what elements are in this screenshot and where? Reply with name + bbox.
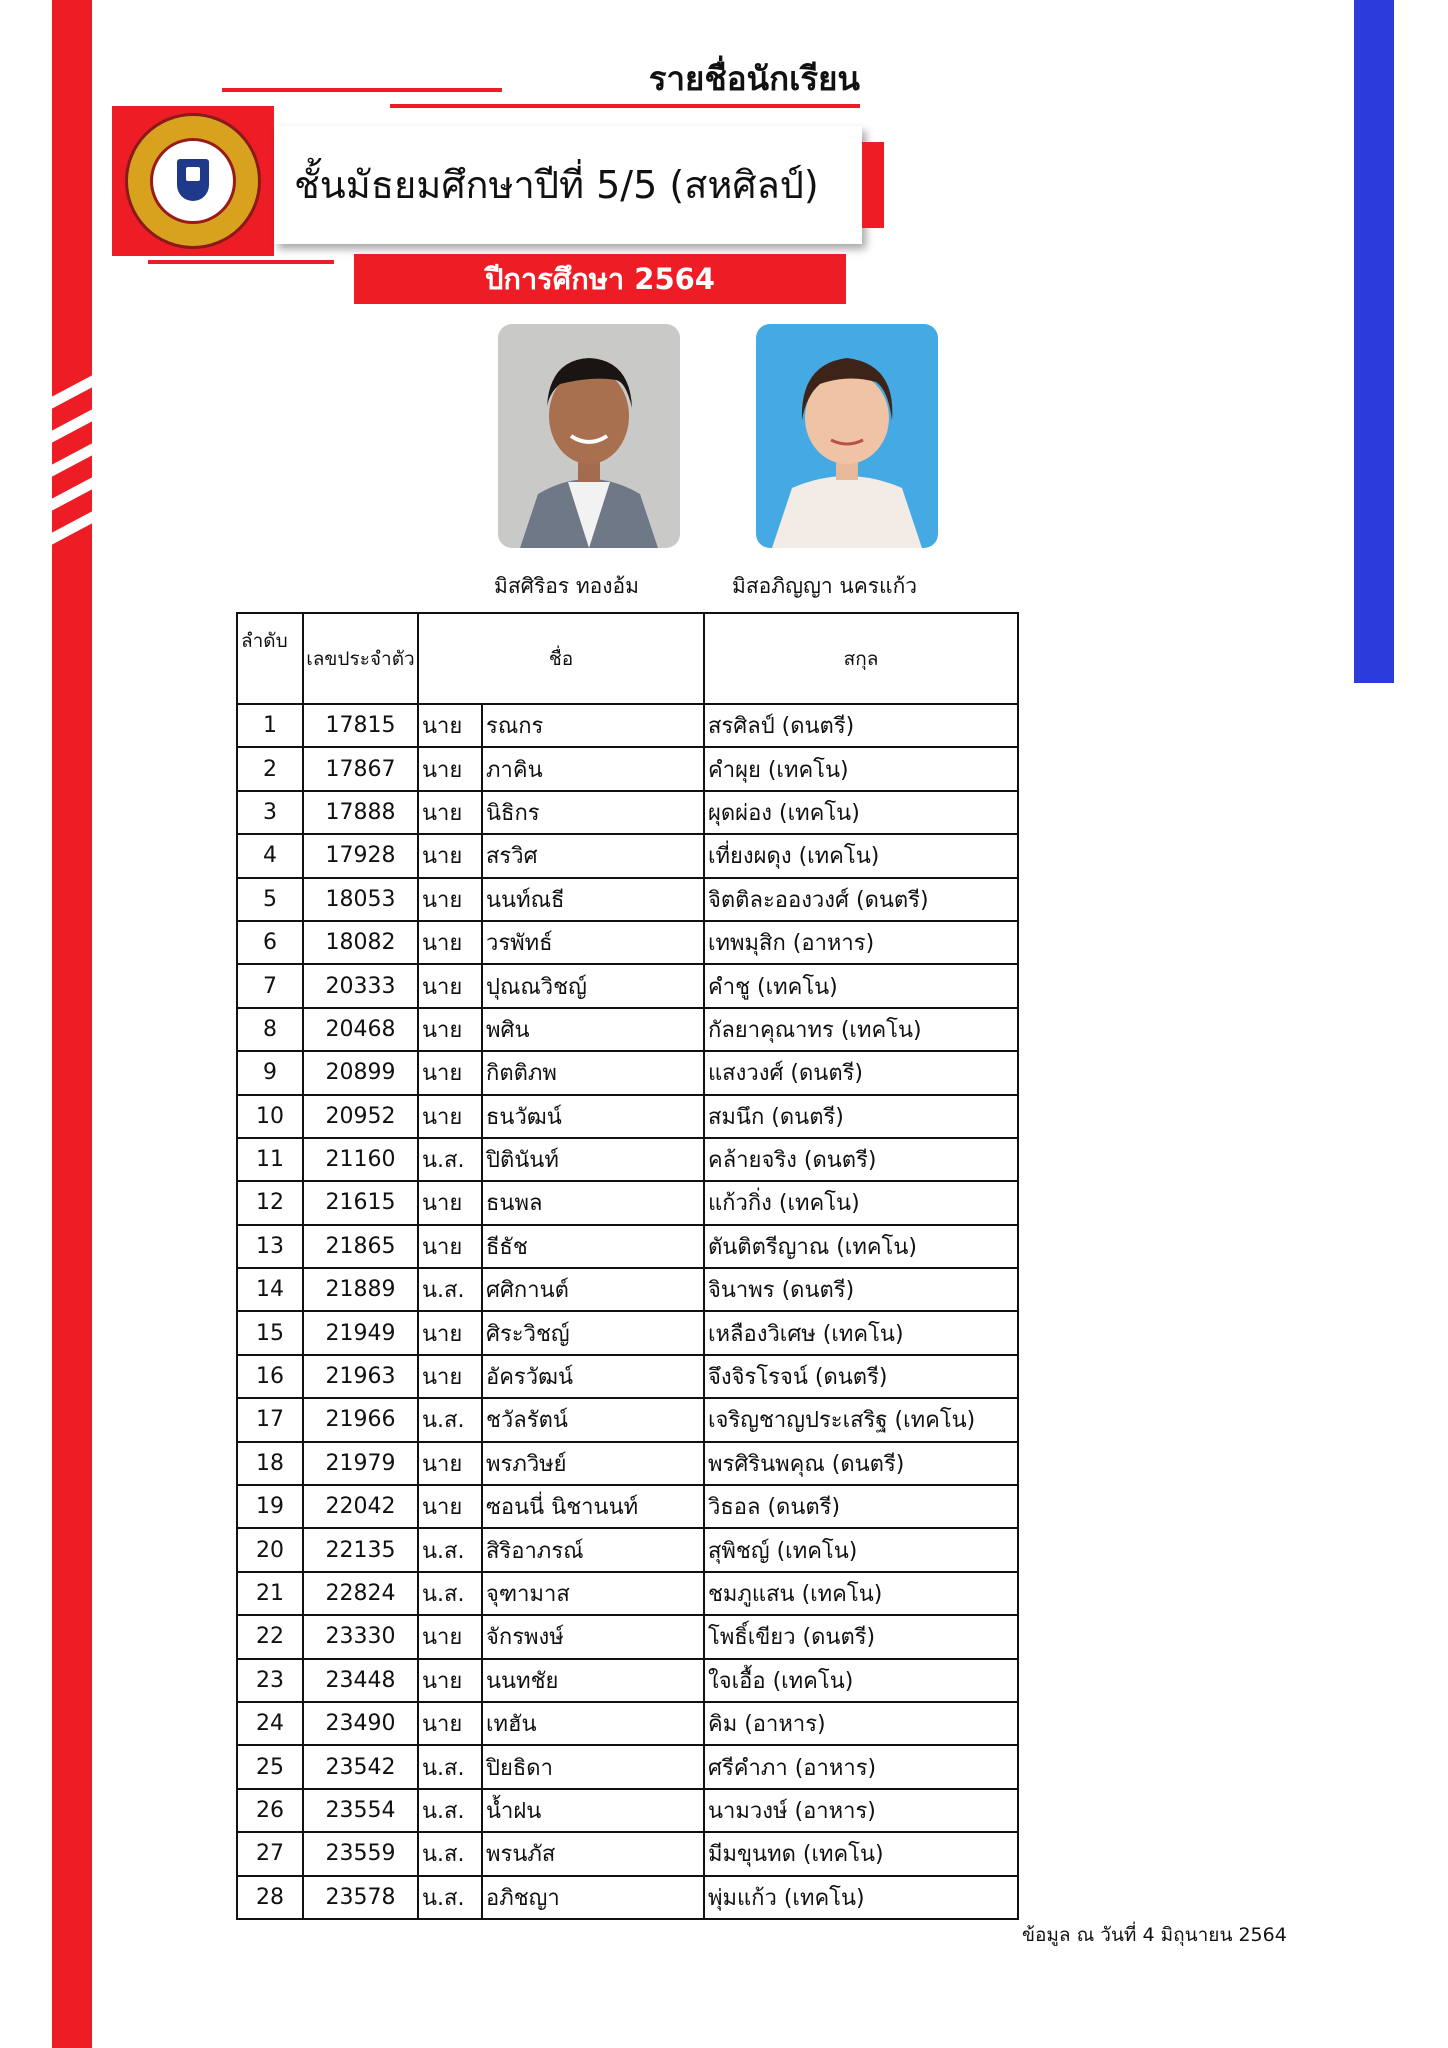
cell-no: 27: [237, 1832, 303, 1875]
cell-no: 7: [237, 964, 303, 1007]
cell-last-name: ผุดผ่อง (เทคโน): [704, 791, 1018, 834]
table-row: [237, 1268, 1018, 1311]
table-row: [237, 1789, 1018, 1832]
cell-first-name: รณกร: [482, 704, 704, 747]
cell-title: น.ส.: [418, 1268, 482, 1311]
cell-title: น.ส.: [418, 1138, 482, 1181]
cell-student-id: 22135: [303, 1528, 418, 1571]
cell-student-id: 22824: [303, 1572, 418, 1615]
cell-no: 20: [237, 1528, 303, 1571]
cell-title: น.ส.: [418, 1745, 482, 1788]
cell-last-name: พุ่มแก้ว (เทคโน): [704, 1876, 1018, 1919]
cell-student-id: 23490: [303, 1702, 418, 1745]
table-row: [237, 921, 1018, 964]
table-row: [237, 964, 1018, 1007]
deco-line: [390, 104, 860, 108]
table-row: [237, 1398, 1018, 1441]
cell-student-id: 21160: [303, 1138, 418, 1181]
cell-title: น.ส.: [418, 1572, 482, 1615]
school-seal-icon: [125, 113, 261, 249]
cell-first-name: ภาคิน: [482, 747, 704, 790]
cell-last-name: ตันติตรีญาณ (เทคโน): [704, 1225, 1018, 1268]
cell-student-id: 20952: [303, 1095, 418, 1138]
table-row: [237, 1572, 1018, 1615]
cell-student-id: 20899: [303, 1051, 418, 1094]
class-name-card: [274, 126, 862, 244]
table-row: [237, 1442, 1018, 1485]
deco-line: [148, 260, 334, 264]
deco-line: [222, 88, 502, 92]
cell-first-name: กิตติภพ: [482, 1051, 704, 1094]
table-row: [237, 1138, 1018, 1181]
cell-no: 14: [237, 1268, 303, 1311]
cell-last-name: มีมขุนทด (เทคโน): [704, 1832, 1018, 1875]
cell-student-id: 17815: [303, 704, 418, 747]
table-row: [237, 1659, 1018, 1702]
table-row: [237, 1876, 1018, 1919]
cell-student-id: 23559: [303, 1832, 418, 1875]
cell-first-name: พศิน: [482, 1008, 704, 1051]
table-row: [237, 1355, 1018, 1398]
cell-first-name: ธนวัฒน์: [482, 1095, 704, 1138]
cell-student-id: 17867: [303, 747, 418, 790]
cell-no: 23: [237, 1659, 303, 1702]
cell-student-id: 21963: [303, 1355, 418, 1398]
cell-title: นาย: [418, 878, 482, 921]
table-row: [237, 1095, 1018, 1138]
cell-first-name: จุฑามาส: [482, 1572, 704, 1615]
cell-student-id: 23542: [303, 1745, 418, 1788]
cell-last-name: ศรีคำภา (อาหาร): [704, 1745, 1018, 1788]
table-row: [237, 878, 1018, 921]
cell-title: นาย: [418, 1355, 482, 1398]
cell-no: 26: [237, 1789, 303, 1832]
cell-no: 18: [237, 1442, 303, 1485]
academic-year-banner: ปีการศึกษา 2564: [354, 254, 846, 304]
teacher-photo-2: [756, 324, 938, 548]
cell-no: 15: [237, 1311, 303, 1354]
cell-last-name: สมนึก (ดนตรี): [704, 1095, 1018, 1138]
header-name: ชื่อ: [418, 613, 704, 704]
cell-title: นาย: [418, 964, 482, 1007]
cell-title: นาย: [418, 1659, 482, 1702]
cell-student-id: 21865: [303, 1225, 418, 1268]
cell-student-id: 21979: [303, 1442, 418, 1485]
cell-last-name: คล้ายจริง (ดนตรี): [704, 1138, 1018, 1181]
cell-no: 8: [237, 1008, 303, 1051]
cell-last-name: คิม (อาหาร): [704, 1702, 1018, 1745]
cell-student-id: 20468: [303, 1008, 418, 1051]
page-title: รายชื่อนักเรียน: [648, 59, 860, 98]
table-body: [237, 704, 1018, 1919]
cell-no: 2: [237, 747, 303, 790]
cell-last-name: เจริญชาญประเสริฐ (เทคโน): [704, 1398, 1018, 1441]
cell-no: 28: [237, 1876, 303, 1919]
cell-last-name: กัลยาคุณาทร (เทคโน): [704, 1008, 1018, 1051]
cell-last-name: โพธิ์เขียว (ดนตรี): [704, 1615, 1018, 1658]
table-row: [237, 1615, 1018, 1658]
cell-title: น.ส.: [418, 1832, 482, 1875]
cell-last-name: สุพิชญ์ (เทคโน): [704, 1528, 1018, 1571]
cell-last-name: จิตติละอองวงศ์ (ดนตรี): [704, 878, 1018, 921]
cell-student-id: 18053: [303, 878, 418, 921]
cell-first-name: สิริอาภรณ์: [482, 1528, 704, 1571]
cell-title: นาย: [418, 921, 482, 964]
cell-student-id: 17888: [303, 791, 418, 834]
cell-no: 16: [237, 1355, 303, 1398]
cell-first-name: เทฮัน: [482, 1702, 704, 1745]
cell-last-name: พรศิรินพคุณ (ดนตรี): [704, 1442, 1018, 1485]
teacher-name-2: มิสอภิญญา นครแก้ว: [732, 574, 918, 598]
table-header-row: [237, 613, 1018, 704]
cell-student-id: 23330: [303, 1615, 418, 1658]
cell-first-name: ธีธัช: [482, 1225, 704, 1268]
cell-title: นาย: [418, 834, 482, 877]
right-blue-bar: [1354, 0, 1394, 683]
cell-first-name: ชวัลรัตน์: [482, 1398, 704, 1441]
header-no: ลำดับ: [237, 613, 303, 704]
cell-student-id: 21615: [303, 1181, 418, 1224]
cell-last-name: เที่ยงผดุง (เทคโน): [704, 834, 1018, 877]
cell-last-name: จินาพร (ดนตรี): [704, 1268, 1018, 1311]
cell-last-name: นามวงษ์ (อาหาร): [704, 1789, 1018, 1832]
cell-title: นาย: [418, 747, 482, 790]
cell-title: นาย: [418, 1311, 482, 1354]
cell-first-name: จักรพงษ์: [482, 1615, 704, 1658]
cell-student-id: 17928: [303, 834, 418, 877]
table-row: [237, 704, 1018, 747]
table-row: [237, 1702, 1018, 1745]
cell-no: 17: [237, 1398, 303, 1441]
header-surname: สกุล: [704, 613, 1018, 704]
left-red-bar: [52, 0, 92, 2048]
cell-title: นาย: [418, 1095, 482, 1138]
cell-first-name: ปุณณวิชญ์: [482, 964, 704, 1007]
data-date-note: ข้อมูล ณ วันที่ 4 มิถุนายน 2564: [1022, 1924, 1287, 1946]
cell-title: นาย: [418, 704, 482, 747]
cell-last-name: จึงจิรโรจน์ (ดนตรี): [704, 1355, 1018, 1398]
cell-last-name: แก้วกิ่ง (เทคโน): [704, 1181, 1018, 1224]
cell-last-name: ใจเอื้อ (เทคโน): [704, 1659, 1018, 1702]
cell-first-name: ธนพล: [482, 1181, 704, 1224]
table-row: [237, 1225, 1018, 1268]
teacher-photo-1: [498, 324, 680, 548]
cell-first-name: นิธิกร: [482, 791, 704, 834]
seal-shield-icon: [177, 159, 209, 201]
table-row: [237, 791, 1018, 834]
cell-student-id: 23554: [303, 1789, 418, 1832]
cell-title: น.ส.: [418, 1876, 482, 1919]
cell-title: น.ส.: [418, 1528, 482, 1571]
cell-student-id: 21949: [303, 1311, 418, 1354]
cell-no: 3: [237, 791, 303, 834]
cell-first-name: ศศิกานต์: [482, 1268, 704, 1311]
cell-last-name: ชมภูแสน (เทคโน): [704, 1572, 1018, 1615]
table-row: [237, 1528, 1018, 1571]
student-roster-table: [236, 612, 1019, 1920]
cell-first-name: ปิตินันท์: [482, 1138, 704, 1181]
cell-last-name: คำผุย (เทคโน): [704, 747, 1018, 790]
class-name: ชั้นมัธยมศึกษาปีที่ 5/5 (สหศิลป์): [294, 163, 819, 207]
cell-no: 13: [237, 1225, 303, 1268]
cell-no: 9: [237, 1051, 303, 1094]
cell-first-name: ปิยธิดา: [482, 1745, 704, 1788]
cell-last-name: วิธอล (ดนตรี): [704, 1485, 1018, 1528]
cell-last-name: เทพมุสิก (อาหาร): [704, 921, 1018, 964]
cell-title: นาย: [418, 1225, 482, 1268]
cell-student-id: 20333: [303, 964, 418, 1007]
cell-title: น.ส.: [418, 1398, 482, 1441]
cell-first-name: นนทชัย: [482, 1659, 704, 1702]
cell-student-id: 21966: [303, 1398, 418, 1441]
table-row: [237, 1745, 1018, 1788]
cell-first-name: วรพัทธ์: [482, 921, 704, 964]
cell-no: 25: [237, 1745, 303, 1788]
cell-no: 12: [237, 1181, 303, 1224]
cell-first-name: ซอนนี่ นิชานนท์: [482, 1485, 704, 1528]
cell-title: นาย: [418, 1008, 482, 1051]
cell-first-name: อัครวัฒน์: [482, 1355, 704, 1398]
cell-first-name: อภิชญา: [482, 1876, 704, 1919]
seal-center: [150, 138, 236, 224]
header-id: เลขประจำตัว: [303, 613, 418, 704]
cell-student-id: 23448: [303, 1659, 418, 1702]
teacher-name-1: มิสศิริอร ทองอ้ม: [494, 574, 640, 598]
cell-student-id: 21889: [303, 1268, 418, 1311]
cell-title: นาย: [418, 1485, 482, 1528]
cell-first-name: นนท์ณธี: [482, 878, 704, 921]
table-row: [237, 1485, 1018, 1528]
table-row: [237, 1832, 1018, 1875]
cell-no: 6: [237, 921, 303, 964]
table-row: [237, 1051, 1018, 1094]
cell-no: 1: [237, 704, 303, 747]
logo-badge: [112, 106, 274, 256]
cell-title: นาย: [418, 1702, 482, 1745]
cell-title: นาย: [418, 1442, 482, 1485]
cell-no: 22: [237, 1615, 303, 1658]
cell-first-name: สรวิศ: [482, 834, 704, 877]
cell-first-name: พรนภัส: [482, 1832, 704, 1875]
cell-first-name: น้ำฝน: [482, 1789, 704, 1832]
cell-no: 19: [237, 1485, 303, 1528]
cell-no: 21: [237, 1572, 303, 1615]
cell-no: 4: [237, 834, 303, 877]
table-row: [237, 1311, 1018, 1354]
cell-last-name: เหลืองวิเศษ (เทคโน): [704, 1311, 1018, 1354]
cell-title: น.ส.: [418, 1789, 482, 1832]
cell-first-name: พรภวิษย์: [482, 1442, 704, 1485]
cell-last-name: คำชู (เทคโน): [704, 964, 1018, 1007]
cell-no: 24: [237, 1702, 303, 1745]
table-row: [237, 1008, 1018, 1051]
cell-student-id: 23578: [303, 1876, 418, 1919]
cell-title: นาย: [418, 1615, 482, 1658]
cell-title: นาย: [418, 1181, 482, 1224]
table-row: [237, 747, 1018, 790]
class-card-red-tab: [862, 142, 884, 228]
cell-student-id: 18082: [303, 921, 418, 964]
cell-title: นาย: [418, 791, 482, 834]
cell-title: นาย: [418, 1051, 482, 1094]
cell-last-name: แสงวงศ์ (ดนตรี): [704, 1051, 1018, 1094]
cell-last-name: สรศิลป์ (ดนตรี): [704, 704, 1018, 747]
table-row: [237, 1181, 1018, 1224]
cell-no: 11: [237, 1138, 303, 1181]
table-row: [237, 834, 1018, 877]
cell-no: 10: [237, 1095, 303, 1138]
cell-first-name: ศิระวิชญ์: [482, 1311, 704, 1354]
cell-no: 5: [237, 878, 303, 921]
cell-student-id: 22042: [303, 1485, 418, 1528]
